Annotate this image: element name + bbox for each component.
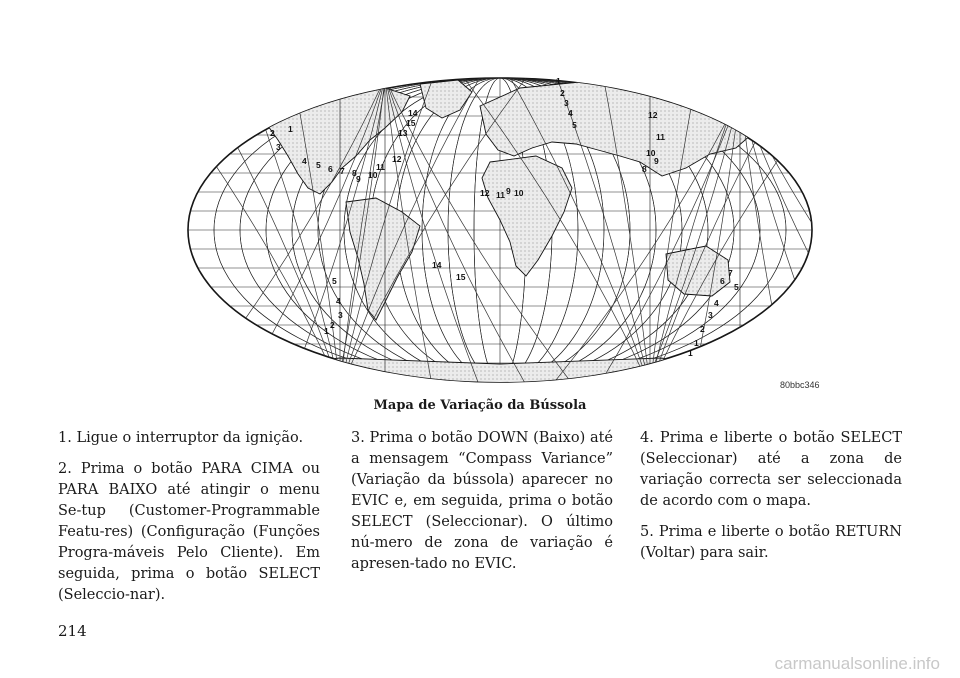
- zone-label: 1: [688, 348, 693, 358]
- zone-label: 4: [336, 296, 341, 306]
- zone-label: 15: [456, 272, 466, 282]
- zone-label: 8: [352, 168, 357, 178]
- zone-label: 12: [648, 110, 658, 120]
- step-4: 4. Prima e liberte o botão SELECT (Seleccionar) até a zona de variação correcta ser seleccionada de acordo com o mapa.: [640, 430, 902, 509]
- zone-label: 12: [480, 188, 490, 198]
- zone-label: 2: [560, 88, 565, 98]
- zone-label: 7: [340, 166, 345, 176]
- page-number: 214: [58, 622, 87, 640]
- zone-label: 1: [556, 76, 561, 86]
- zone-label: 3: [708, 310, 713, 320]
- zone-label: 11: [376, 162, 385, 172]
- zone-label: 4: [714, 298, 719, 308]
- zone-label: 4: [568, 108, 573, 118]
- zone-label: 13: [398, 128, 408, 138]
- figure-caption: Mapa de Variação da Bússola: [373, 398, 587, 413]
- zone-label: 5: [316, 160, 321, 170]
- zone-label: 10: [646, 148, 656, 158]
- zone-label: 5: [734, 282, 739, 292]
- zone-label: 9: [506, 186, 511, 196]
- zone-label: 1: [288, 124, 293, 134]
- zone-label: 3: [338, 310, 343, 320]
- zone-label: 3: [276, 142, 281, 152]
- text-column-2: [351, 428, 613, 585]
- zone-label: 5: [332, 276, 337, 286]
- zone-label: 7: [728, 268, 733, 278]
- compass-variance-map: [180, 70, 820, 390]
- zone-label: 2: [700, 324, 705, 334]
- text-column-3: [640, 428, 902, 574]
- figure-code: 80bbc346: [780, 380, 820, 390]
- zone-label: 9: [356, 174, 361, 184]
- zone-label: 14: [432, 260, 442, 270]
- zone-label: 5: [572, 120, 577, 130]
- zone-label: 2: [330, 320, 335, 330]
- zone-label: 9: [654, 156, 659, 166]
- step-3: 3. Prima o botão DOWN (Baixo) até a mensagem “Compass Variance” (Variação da bússola) aparecer no EVIC e, em seguida, prima o botão SELECT (Seleccionar). O último nú-mero de zona de variação é apresen-tado no EVIC.: [351, 430, 613, 572]
- zone-label: 3: [564, 98, 569, 108]
- zone-label: 10: [514, 188, 524, 198]
- step-2: 2. Prima o botão PARA CIMA ou PARA BAIXO até atingir o menu Se-tup (Customer-Programmable Featu-res) (Configuração (Funções Progra-máveis Pelo Cliente). Em seguida, prima o botão SELECT (Seleccio-nar).: [58, 461, 320, 603]
- zone-label: 2: [270, 128, 275, 138]
- watermark-link[interactable]: carmanualsonline.info: [774, 654, 940, 673]
- zone-label: 4: [302, 156, 307, 166]
- zone-label: 11: [496, 190, 505, 200]
- zone-label: 11: [656, 132, 665, 142]
- step-1: 1. Ligue o interruptor da ignição.: [58, 430, 304, 446]
- zone-label: 15: [406, 118, 416, 128]
- zone-label: 1: [694, 338, 699, 348]
- zone-label: 1: [324, 326, 329, 336]
- zone-label: 14: [408, 108, 418, 118]
- step-5: 5. Prima e liberte o botão RETURN (Voltar) para sair.: [640, 524, 902, 561]
- zone-label: 6: [328, 164, 333, 174]
- text-column-1: [58, 428, 320, 616]
- world-map-graphic: [180, 70, 820, 390]
- zone-label: 12: [392, 154, 402, 164]
- zone-label: 8: [642, 164, 647, 174]
- zone-label: 6: [720, 276, 725, 286]
- zone-label: 10: [368, 170, 378, 180]
